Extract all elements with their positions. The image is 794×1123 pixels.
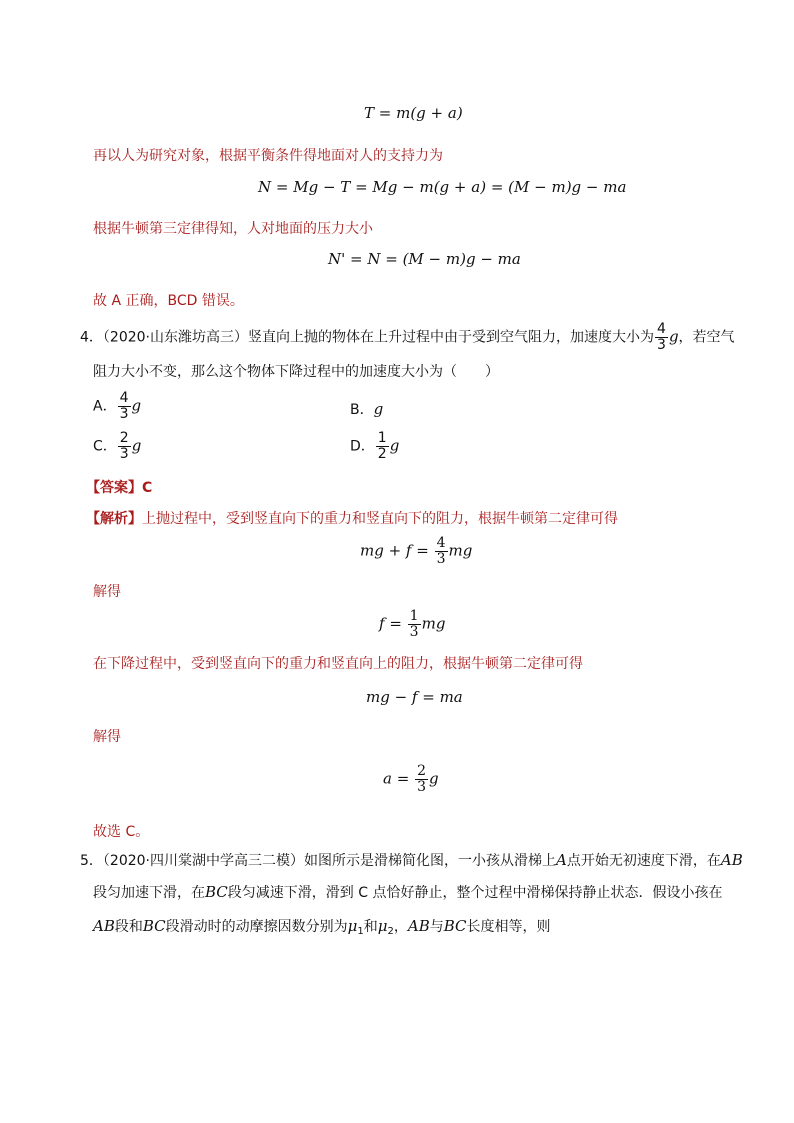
option-d[interactable]: D． $\frac{1}{2}$ g	[350, 430, 400, 462]
question-4-text-a: 竖直向上抛的物体在上升过程中由于受到空气阻力，加速度大小为	[248, 329, 655, 346]
text-down-motion: 在下降过程中，受到竖直向下的重力和竖直向上的阻力，根据牛顿第二定律可得	[93, 656, 583, 672]
question-5-line3: AB段和BC段滑动时的动摩擦因数分别为$\mu_1$和$\mu_2$，AB与BC长度相等，则	[93, 917, 551, 937]
analysis-line	[86, 508, 618, 528]
text-conclusion-q4: 故选 C。	[93, 824, 150, 840]
answer-tag: 【答案】	[86, 480, 142, 496]
answer-value: C	[142, 480, 153, 496]
question-4-line2: 阻力大小不变，那么这个物体下降过程中的加速度大小为（ ）	[93, 364, 499, 380]
text-third-law: 根据牛顿第三定律得知，人对地面的压力大小	[93, 221, 373, 237]
analysis-tag: 【解析】	[86, 511, 142, 527]
question-5-source: （2020·四川棠湖中学高三二模）	[102, 853, 305, 869]
option-a[interactable]: A． $\frac{4}{3}$ g	[93, 390, 142, 422]
question-5-line2: 段匀加速下滑，在BC段匀减速下滑，滑到 C 点恰好静止，整个过程中滑梯保持静止状态．假设小孩在	[93, 883, 723, 901]
text-conclusion-prev: 故 A 正确，BCD 错误。	[93, 293, 244, 309]
text-person-analysis: 再以人为研究对象，根据平衡条件得地面对人的支持力为	[93, 148, 443, 164]
equation-friction: f = $\frac{1}{3}$ mg	[379, 608, 446, 640]
solve-label-1: 解得	[93, 584, 121, 600]
answer-line	[86, 477, 152, 497]
option-c[interactable]: C． $\frac{2}{3}$ g	[93, 430, 142, 462]
equation-support-force: N = Mg − T = Mg − m(g + a) = (M − m)g − ma	[258, 178, 627, 196]
question-5-number: 5．	[80, 853, 103, 869]
question-4-accel-fraction: $\frac{4}{3}$	[657, 321, 666, 353]
equation-tension: T = m(g + a)	[364, 104, 463, 122]
question-4-text-b: ，若空气	[678, 329, 735, 346]
question-4-source: （2020·山东潍坊高三）	[102, 329, 249, 346]
analysis-text: 上抛过程中，受到竖直向下的重力和竖直向下的阻力，根据牛顿第二定律可得	[142, 511, 618, 527]
question-4-number: 4．	[80, 329, 103, 346]
equation-acceleration: a = $\frac{2}{3}$ g	[383, 763, 439, 795]
equation-down-motion: mg − f = ma	[366, 688, 463, 706]
equation-up-motion: mg + f = $\frac{4}{3}$ mg	[360, 535, 473, 567]
equation-pressure-force: N' = N = (M − m)g − ma	[328, 250, 521, 268]
question-5-line1: 5．（2020·四川棠湖中学高三二模）如图所示是滑梯简化图，一小孩从滑梯上A点开始无初速度下滑，在AB	[80, 851, 743, 869]
question-4-line1	[80, 322, 735, 353]
question-4-accel-var: g	[668, 327, 679, 346]
solve-label-2: 解得	[93, 729, 121, 745]
option-b[interactable]: B．g	[350, 400, 384, 418]
